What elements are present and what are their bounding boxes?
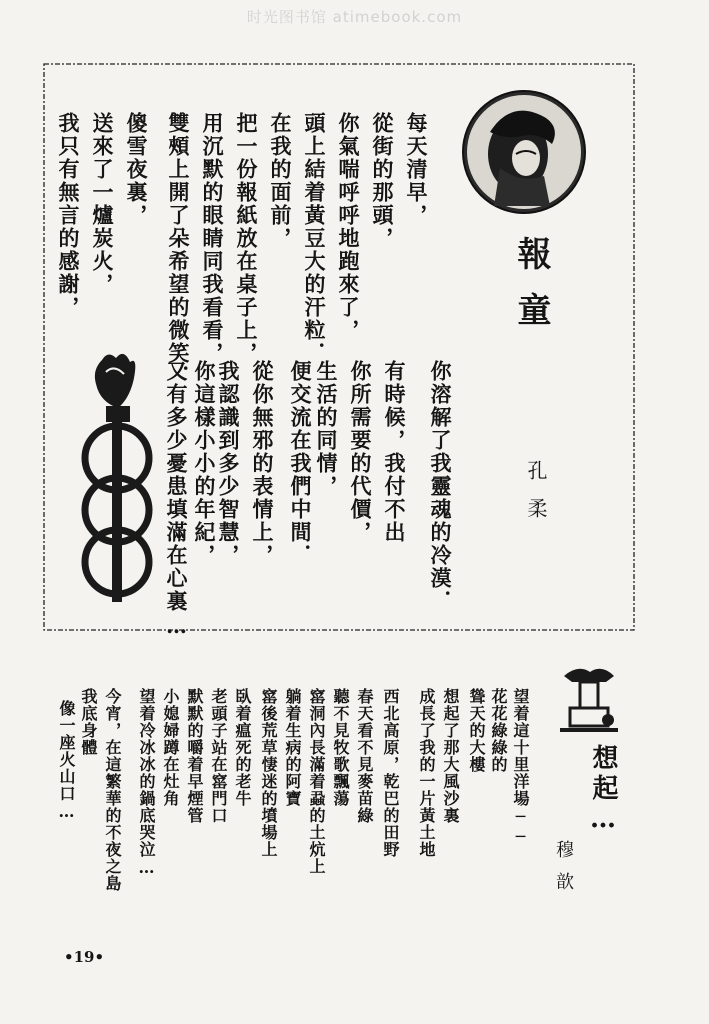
poem2-line: 成長了我的一片黃土地 bbox=[417, 688, 436, 858]
poem2-line: 小媳婦蹲在灶角 bbox=[161, 688, 180, 807]
poem2-line: 想起了那大風沙裏 bbox=[441, 688, 460, 824]
poem2-line: 老頭子站在窰門口 bbox=[209, 688, 228, 824]
poem1-upper-line: 頭上結着黃豆大的汗粒． bbox=[302, 112, 327, 365]
poem2-line: 今宵，在這繁華的不夜之島 bbox=[103, 688, 122, 892]
poem1-upper-line: 在我的面前， bbox=[268, 112, 293, 250]
poem2-line: 望着冷冰冰的鍋底哭泣… bbox=[137, 688, 156, 878]
poem2-line: 西北高原，乾巴的田野 bbox=[381, 688, 400, 858]
poem2-title: 想起… bbox=[588, 744, 618, 838]
poem2-line: 花花綠綠的 bbox=[489, 688, 508, 773]
poem2-line: 窰後荒草悽迷的墳場上 bbox=[259, 688, 278, 858]
page-number: •19• bbox=[64, 948, 105, 966]
poem1-lower-line: 你這樣小小的年紀， bbox=[192, 360, 217, 567]
poem1-author: 孔柔 bbox=[524, 460, 548, 536]
poem2-line: 聽不見牧歌飄蕩 bbox=[331, 688, 350, 807]
poem2-line: 望着這十里洋場── bbox=[511, 688, 530, 847]
poem1-upper-line: 每天清早， bbox=[404, 112, 429, 227]
poem1-lower-line: 你所需要的代價， bbox=[348, 360, 373, 544]
poem1-upper-line: 從街的那頭， bbox=[370, 112, 395, 250]
poem1-upper-line: 你氣喘呼呼地跑來了， bbox=[336, 112, 361, 342]
poem1-lower-line: 便交流在我們中間． bbox=[288, 360, 313, 567]
poem2-line: 聳天的大樓 bbox=[467, 688, 486, 773]
poem1-lower-line: 有時候，我付不出 bbox=[382, 360, 407, 544]
poem1-lower-line: 從你無邪的表情上， bbox=[250, 360, 275, 567]
poem1-upper-line: 傻雪夜裏， bbox=[124, 112, 149, 227]
watermark: 时光图书馆 atimebook.com bbox=[246, 8, 463, 26]
poem2-author: 穆歆 bbox=[553, 840, 574, 904]
poem1-lower-line: 你溶解了我靈魂的冷漠． bbox=[428, 360, 453, 613]
poem2-line: 躺着生病的阿寶 bbox=[283, 688, 302, 807]
poem1-upper-line: 雙頰上開了朵希望的微笑． bbox=[166, 112, 191, 388]
poem2-line: 像一座火山口… bbox=[57, 700, 76, 822]
poem2-line: 窰洞內長滿着蝨的土炕上 bbox=[307, 688, 326, 875]
poem1-lower-line: 生活的同情， bbox=[314, 360, 339, 498]
poem1-upper-line: 把一份報紙放在桌子上， bbox=[234, 112, 259, 365]
poem1-upper-line: 用沉默的眼睛同我看看， bbox=[200, 112, 225, 365]
poem1-upper-line: 我只有無言的感謝， bbox=[56, 112, 81, 319]
torch-rings-illustration bbox=[72, 350, 162, 610]
poem2-line: 我底身體 bbox=[79, 688, 98, 756]
poem1-title: 報童 bbox=[511, 236, 551, 348]
poem1-lower-line: 又有多少憂患填滿在心裏… bbox=[164, 360, 189, 640]
village-scene-illustration bbox=[556, 662, 622, 734]
poem1-lower-line: 我認識到多少智慧， bbox=[216, 360, 241, 567]
poem2-line: 臥着瘟死的老牛 bbox=[233, 688, 252, 807]
poem1-upper-line: 送來了一爐炭火， bbox=[90, 112, 115, 296]
poem2-line: 春天看不見麥苗綠 bbox=[355, 688, 374, 824]
poem2-line: 默默的嚼着早煙管 bbox=[185, 688, 204, 824]
portrait-medallion-illustration bbox=[460, 88, 588, 216]
